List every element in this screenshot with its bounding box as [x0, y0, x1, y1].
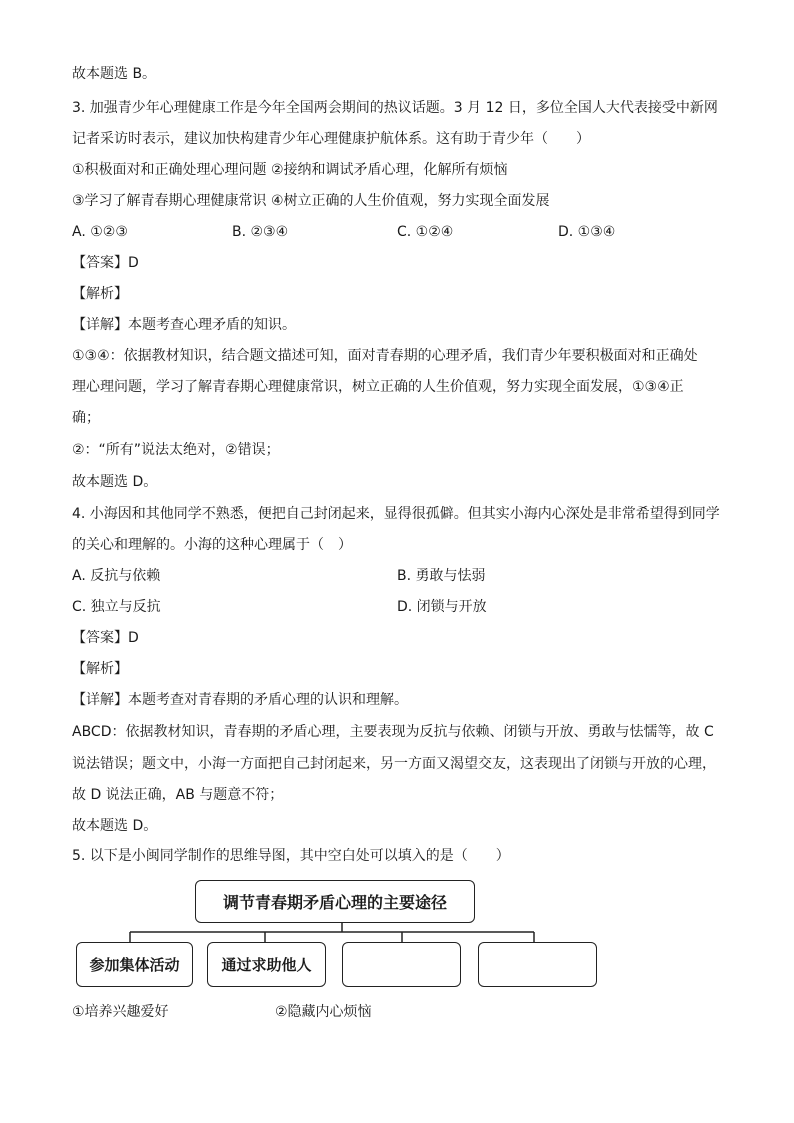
- q4-detail: 【详解】本题考查对青春期的矛盾心理的认识和理解。: [72, 692, 408, 708]
- q3-answer: 【答案】D: [72, 255, 139, 271]
- q4-stem-line-1: 4. 小海因和其他同学不熟悉，便把自己封闭起来，显得很孤僻。但其实小海内心深处是非常希望得到同学: [72, 506, 720, 522]
- q5-statement-1: ①培养兴趣爱好: [72, 1004, 169, 1020]
- q5-statement-2: ②隐藏内心烦恼: [275, 1004, 372, 1020]
- q3-option-a: A. ①②③: [72, 224, 128, 240]
- q3-analysis-label: 【解析】: [72, 286, 128, 302]
- q3-statement-1: ①积极面对和正确处理心理问题 ②接纳和调试矛盾心理，化解所有烦恼: [72, 162, 508, 178]
- q4-option-a: A. 反抗与依赖: [72, 568, 161, 584]
- q4-answer: 【答案】D: [72, 630, 139, 646]
- q3-detail: 【详解】本题考查心理矛盾的知识。: [72, 317, 296, 333]
- q4-option-c: C. 独立与反抗: [72, 599, 161, 615]
- mind-map-node-blank-2: [478, 942, 597, 987]
- q4-option-b: B. 勇敢与怯弱: [397, 568, 486, 584]
- prev-conclusion: 故本题选 B。: [72, 66, 157, 82]
- q3-explanation-4: ②：“所有”说法太绝对，②错误；: [72, 442, 280, 458]
- q5-stem: 5. 以下是小闽同学制作的思维导图，其中空白处可以填入的是（ ）: [72, 848, 510, 864]
- q3-option-d: D. ①③④: [558, 224, 616, 240]
- q3-explanation-1: ①③④：依据教材知识，结合题文描述可知，面对青春期的心理矛盾，我们青少年要积极面对和正确处: [72, 348, 698, 364]
- q4-option-d: D. 闭锁与开放: [397, 599, 487, 615]
- q3-conclusion: 故本题选 D。: [72, 474, 158, 490]
- q4-explanation-1: ABCD：依据教材知识，青春期的矛盾心理，主要表现为反抗与依赖、闭锁与开放、勇敢与怯懦等，故 C: [72, 724, 714, 740]
- q4-stem-line-2: 的关心和理解的。小海的这种心理属于（ ）: [72, 537, 352, 553]
- q3-statement-2: ③学习了解青春期心理健康常识 ④树立正确的人生价值观，努力实现全面发展: [72, 193, 550, 209]
- mind-map-root: 调节青春期矛盾心理的主要途径: [195, 880, 475, 923]
- q3-option-b: B. ②③④: [232, 224, 289, 240]
- q4-explanation-3: 故 D 说法正确，AB 与题意不符；: [72, 787, 284, 803]
- q3-explanation-2: 理心理问题，学习了解青春期心理健康常识，树立正确的人生价值观，努力实现全面发展，①③④正: [72, 379, 684, 395]
- q4-analysis-label: 【解析】: [72, 661, 128, 677]
- q4-conclusion: 故本题选 D。: [72, 818, 158, 834]
- q3-stem-line-2: 记者采访时表示，建议加快构建青少年心理健康护航体系。这有助于青少年（ ）: [72, 131, 590, 147]
- q3-stem-line-1: 3. 加强青少年心理健康工作是今年全国两会期间的热议话题。3 月 12 日，多位全国人大代表接受中新网: [72, 100, 718, 116]
- mind-map-diagram: [72, 876, 612, 994]
- mind-map-node-1: 参加集体活动: [76, 942, 193, 987]
- q4-explanation-2: 说法错误；题文中，小海一方面把自己封闭起来，另一方面又渴望交友，这表现出了闭锁与开放的心理，: [72, 756, 716, 772]
- mind-map-node-blank-1: [342, 942, 461, 987]
- q3-explanation-3: 确；: [72, 410, 100, 426]
- q3-option-c: C. ①②④: [397, 224, 454, 240]
- mind-map-node-2: 通过求助他人: [207, 942, 326, 987]
